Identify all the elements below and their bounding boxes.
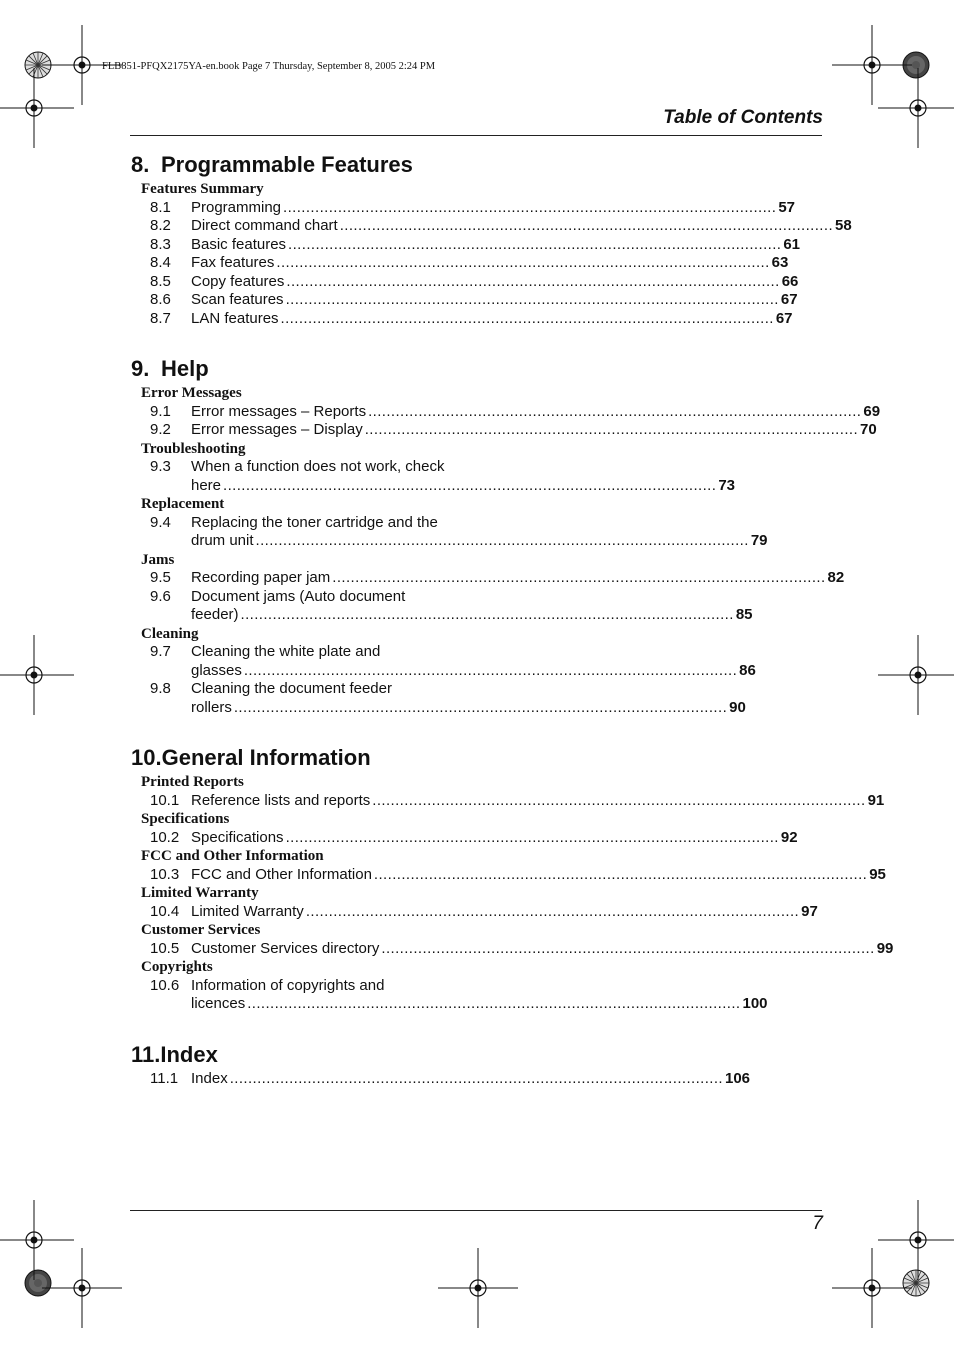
section-number: 11.: [131, 1041, 161, 1067]
dot-leader: ............................................................................................................: [229, 1069, 723, 1087]
entry-number: 8.2: [150, 217, 171, 234]
entry-leader-line: [131, 939, 894, 959]
dot-leader: ............................................................................................................: [368, 402, 862, 420]
footer-rule: [130, 1210, 822, 1211]
dot-leader: ............................................................................................................: [288, 235, 782, 253]
entry-text: Copy features: [191, 272, 285, 290]
section-number: 10.: [131, 745, 162, 770]
section-title-text: Index: [160, 1041, 218, 1067]
entry-page-number: 67: [775, 309, 793, 327]
entry-text: Programming: [191, 198, 282, 216]
group-heading: Printed Reports: [141, 774, 244, 790]
toc-entry: [131, 791, 885, 811]
group-heading: FCC and Other Information: [141, 848, 324, 864]
entry-leader-line: [131, 1069, 751, 1089]
group-heading: Limited Warranty: [141, 885, 259, 901]
group-heading: Copyrights: [141, 959, 213, 975]
dot-leader: ............................................................................................................: [243, 661, 738, 679]
entry-page-number: 73: [718, 476, 736, 494]
entry-text: Error messages – Reports: [191, 402, 367, 420]
toc-entry: [131, 680, 746, 717]
entry-text: Recording paper jam: [191, 569, 331, 586]
group-heading: Customer Services: [141, 922, 261, 938]
dot-leader: ............................................................................................................: [285, 828, 779, 846]
running-head: Table of Contents: [663, 107, 823, 128]
dot-leader: ............................................................................................................: [339, 217, 834, 234]
file-header: FLB851-PFQX2175YA-en.book Page 7 Thursday, September 8, 2005 2:24 PM: [102, 61, 436, 72]
entry-leader-line: [131, 661, 756, 681]
entry-text-line1: Cleaning the white plate and: [191, 643, 381, 660]
group-heading: Troubleshooting: [141, 440, 246, 457]
toc-entry: [131, 1069, 751, 1089]
entry-page-number: 82: [827, 569, 845, 586]
entry-page-number: 91: [867, 791, 885, 809]
section-gap: [131, 328, 461, 354]
entry-text-line1: Replacing the toner cartridge and the: [191, 513, 438, 531]
entry-leader-line: [131, 569, 845, 588]
entry-text: Scan features: [191, 291, 284, 308]
dot-leader: ............................................................................................................: [223, 476, 717, 494]
entry-page-number: 100: [742, 995, 768, 1012]
dot-leader: ............................................................................................................: [364, 421, 859, 438]
entry-text: LAN features: [191, 309, 279, 327]
entry-leader-line: [131, 217, 852, 236]
entry-text-line1: Document jams (Auto document: [191, 587, 406, 605]
entry-text: Reference lists and reports: [191, 791, 371, 809]
entry-leader-line: [131, 698, 746, 718]
dot-leader: ............................................................................................................: [255, 532, 749, 549]
entry-leader-line: [131, 254, 789, 273]
entry-leader-line: [131, 995, 768, 1014]
entry-text: Specifications: [191, 828, 284, 846]
entry-number: 9.7: [150, 643, 171, 660]
dot-leader: ............................................................................................................: [276, 254, 770, 271]
entry-text: licences: [191, 995, 246, 1012]
entry-page-number: 58: [835, 217, 852, 234]
entry-leader-line: [131, 865, 886, 885]
section-title-text: Programmable Features: [161, 152, 413, 177]
entry-page-number: 90: [729, 698, 746, 716]
entry-number: 9.6: [150, 587, 171, 605]
entry-text: Basic features: [191, 235, 287, 253]
entry-page-number: 92: [780, 828, 798, 846]
entry-text: feeder): [191, 606, 239, 623]
toc-entry: [131, 569, 845, 588]
toc-entry: [131, 939, 894, 959]
toc-section: [131, 354, 881, 717]
section-title-text: General Information: [161, 745, 371, 770]
entry-number: 8.3: [150, 235, 171, 253]
entry-text-line1: Information of copyrights and: [191, 976, 385, 994]
entry-number: 11.1: [150, 1069, 179, 1087]
entry-page-number: 79: [750, 532, 768, 549]
entry-leader-line: [131, 235, 801, 255]
toc-entry: [131, 291, 798, 310]
group-heading: Cleaning: [141, 625, 199, 642]
toc-entry: [131, 828, 798, 848]
dot-leader: ............................................................................................................: [286, 272, 780, 290]
entry-number: 10.3: [150, 865, 180, 883]
entry-leader-line: [131, 791, 885, 811]
entry-number: 8.7: [150, 309, 171, 327]
entry-text: here: [191, 476, 222, 494]
section-number: 9.: [131, 356, 150, 381]
dot-leader: ............................................................................................................: [305, 902, 800, 920]
entry-page-number: 106: [725, 1069, 751, 1087]
entry-number: 8.5: [150, 272, 171, 290]
toc-entry: [131, 976, 768, 1014]
group-heading: Features Summary: [141, 181, 264, 197]
entry-number: 10.1: [150, 791, 180, 809]
entry-number: 8.4: [150, 254, 171, 271]
toc-entry: [131, 402, 881, 422]
toc-entry: [131, 865, 886, 885]
section-title: [131, 743, 461, 773]
entry-page-number: 69: [863, 402, 881, 420]
entry-number: 9.3: [150, 458, 171, 475]
entry-page-number: 63: [771, 254, 789, 271]
entry-leader-line: [131, 606, 753, 625]
group-heading: Jams: [141, 551, 175, 568]
dot-leader: ............................................................................................................: [381, 939, 875, 957]
entry-text: Limited Warranty: [191, 902, 304, 920]
entry-leader-line: [131, 532, 768, 551]
dot-leader: ............................................................................................................: [247, 995, 741, 1012]
entry-number: 10.4: [150, 902, 180, 920]
entry-leader-line: [131, 198, 796, 218]
group-heading: Replacement: [141, 496, 225, 512]
toc-section: [131, 150, 852, 328]
entry-number: 8.6: [150, 291, 171, 308]
entry-number: 9.1: [150, 402, 171, 420]
entry-page-number: 67: [780, 291, 798, 308]
entry-page-number: 61: [783, 235, 801, 253]
dot-leader: ............................................................................................................: [332, 569, 826, 586]
entry-text: Error messages – Display: [191, 421, 363, 438]
entry-text: Direct command chart: [191, 217, 338, 234]
entry-text: rollers: [191, 698, 232, 716]
section-title: [131, 1040, 461, 1070]
entry-number: 10.5: [150, 939, 180, 957]
section-gap: [131, 1014, 461, 1040]
group-heading: Specifications: [141, 811, 230, 827]
entry-text: Fax features: [191, 254, 275, 271]
entry-page-number: 85: [735, 606, 753, 623]
entry-text-line1: When a function does not work, check: [191, 458, 445, 475]
entry-leader-line: [131, 902, 818, 922]
entry-text: Index: [191, 1069, 228, 1087]
entry-page-number: 66: [781, 272, 799, 290]
entry-leader-line: [131, 272, 799, 292]
section-title: [131, 150, 461, 180]
toc-entry: [131, 421, 877, 440]
group-heading: Error Messages: [141, 385, 242, 401]
toc-entry: [131, 198, 796, 218]
entry-page-number: 97: [801, 902, 818, 920]
entry-leader-line: [131, 421, 877, 440]
entry-number: 9.2: [150, 421, 171, 438]
toc-entry: [131, 458, 736, 495]
dot-leader: ............................................................................................................: [240, 606, 734, 623]
table-of-contents: [131, 150, 894, 1088]
toc-entry: [131, 902, 818, 922]
toc-entry: [131, 217, 852, 236]
entry-text: Customer Services directory: [191, 939, 380, 957]
dot-leader: ............................................................................................................: [373, 865, 868, 883]
page-number: 7: [812, 1213, 823, 1234]
toc-entry: [131, 309, 793, 329]
entry-text-line1: Cleaning the document feeder: [191, 680, 392, 697]
entry-page-number: 99: [876, 939, 894, 957]
toc-section: [131, 743, 894, 1014]
entry-number: 9.8: [150, 680, 171, 697]
entry-number: 9.5: [150, 569, 171, 586]
entry-page-number: 86: [739, 661, 756, 679]
dot-leader: ............................................................................................................: [283, 198, 777, 216]
entry-leader-line: [131, 402, 881, 422]
section-number: 8.: [131, 152, 150, 177]
entry-text: FCC and Other Information: [191, 865, 372, 883]
entry-text: glasses: [191, 661, 242, 679]
entry-number: 10.6: [150, 976, 180, 994]
section-title: [131, 354, 461, 384]
dot-leader: ............................................................................................................: [233, 698, 728, 716]
entry-leader-line: [131, 476, 736, 496]
entry-leader-line: [131, 828, 798, 848]
toc-entry: [131, 643, 756, 680]
toc-entry: [131, 513, 768, 551]
toc-entry: [131, 235, 801, 255]
dot-leader: ............................................................................................................: [285, 291, 779, 308]
toc-entry: [131, 587, 753, 625]
entry-leader-line: [131, 291, 798, 310]
section-title-text: Help: [161, 356, 209, 381]
dot-leader: ............................................................................................................: [372, 791, 866, 809]
entry-leader-line: [131, 309, 793, 329]
entry-number: 10.2: [150, 828, 180, 846]
toc-section: [131, 1040, 751, 1089]
toc-entry: [131, 254, 789, 273]
entry-page-number: 95: [869, 865, 886, 883]
dot-leader: ............................................................................................................: [280, 309, 774, 327]
entry-text: drum unit: [191, 532, 254, 549]
entry-page-number: 70: [860, 421, 877, 438]
toc-entry: [131, 272, 799, 292]
entry-number: 8.1: [150, 198, 171, 216]
entry-page-number: 57: [778, 198, 796, 216]
section-gap: [131, 717, 461, 743]
entry-number: 9.4: [150, 513, 171, 531]
header-rule: [130, 135, 822, 136]
